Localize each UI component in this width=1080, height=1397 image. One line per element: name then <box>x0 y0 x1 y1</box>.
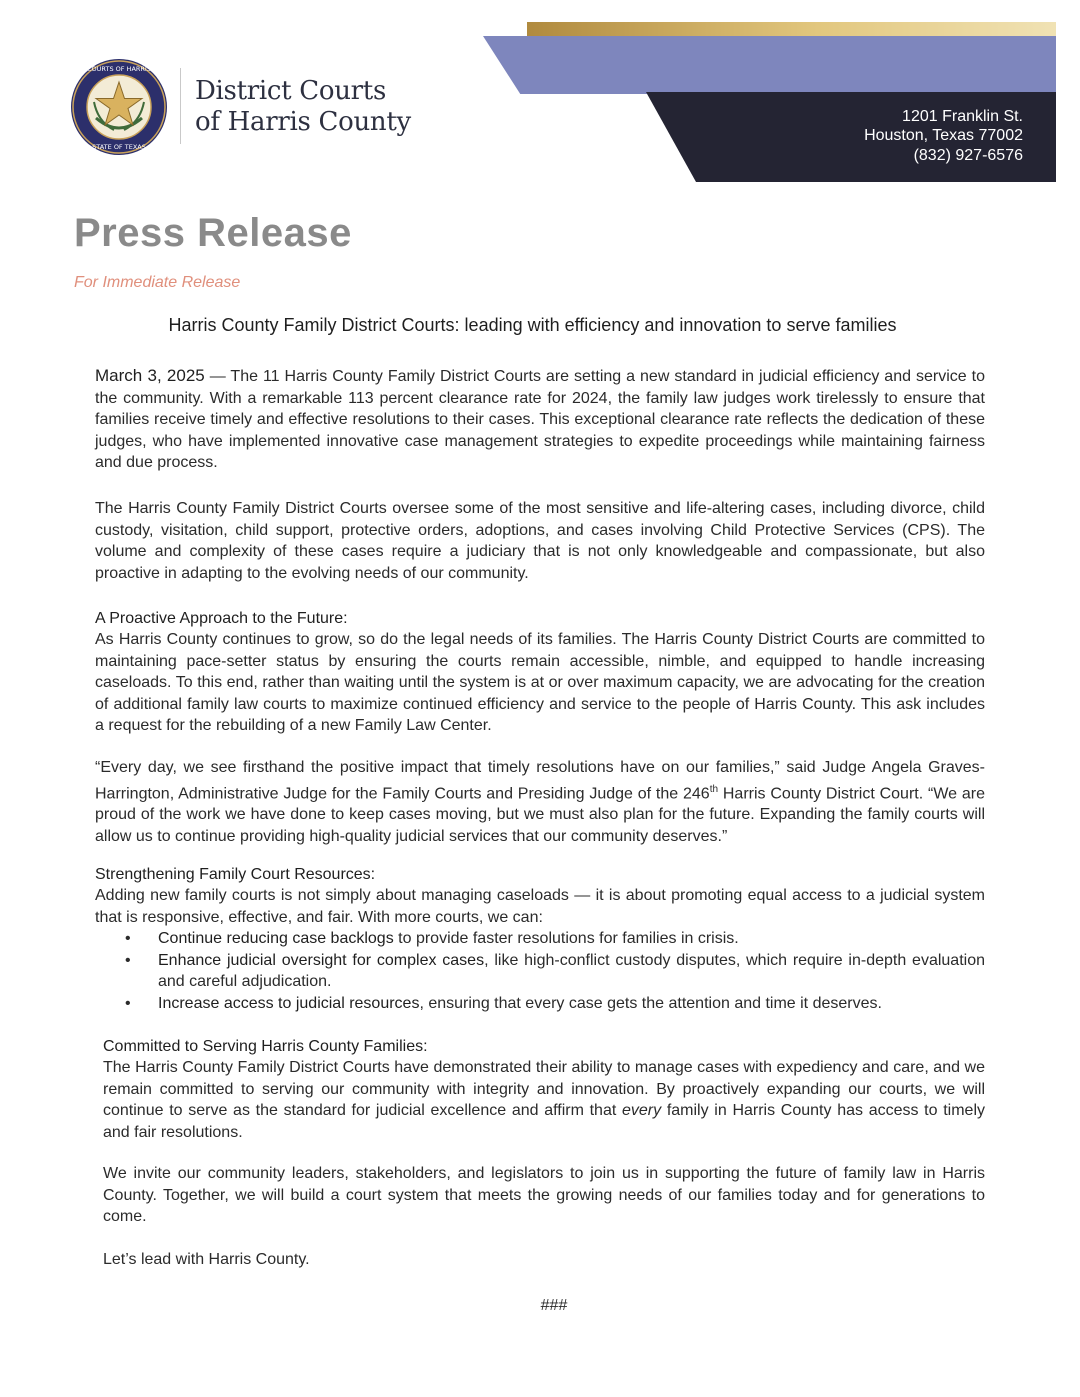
release-tag: For Immediate Release <box>74 274 241 291</box>
closing-line: Let’s lead with Harris County. <box>103 1251 310 1268</box>
list-item: • Continue reducing case backlogs to provide faster resolutions for families in crisis. <box>95 928 985 950</box>
address-city: Houston, Texas 77002 <box>864 127 1023 144</box>
svg-text:COURTS OF HARRIS: COURTS OF HARRIS <box>87 65 151 73</box>
bullet-icon: • <box>125 951 131 969</box>
paragraph-intro <box>95 365 985 474</box>
gold-accent-band <box>527 22 1056 36</box>
address-street: 1201 Franklin St. <box>902 108 1023 125</box>
paragraph-committed: The Harris County Family District Courts have demonstrated their ability to manage cases with expediency and care, and we remain committed to serving our community with integrity and innovation. By proactively expanding our courts, we will continue to serve as the standard for judicial excellence and affirm that every family in Harris County has access to timely and fair resolutions. <box>103 1059 985 1141</box>
brand-divider <box>180 68 181 144</box>
dateline: March 3, 2025 <box>95 366 205 385</box>
paragraph-scope: The Harris County Family District Courts oversee some of the most sensitive and life-altering cases, including divorce, child custody, visitation, child support, protective orders, adoptions, and cases involving Child Protective Services (CPS). The volume and complexity of these cases require a judiciary that is not only knowledgeable and compassionate, but also proactive in adapting to the evolving needs of our community. <box>95 500 985 582</box>
end-mark: ### <box>540 1297 568 1314</box>
lavender-banner <box>483 36 1056 94</box>
emphasis-every: every <box>622 1102 662 1119</box>
section-heading-committed: Committed to Serving Harris County Families: <box>103 1038 428 1055</box>
paragraph-proactive: As Harris County continues to grow, so do the legal needs of its families. The Harris County District Courts are committed to maintaining pace-setter status by ensuring the courts remain accessible, nimble, and equipped to handle increasing caseloads. To this end, rather than waiting until the system is at or over maximum capacity, we are advocating for the creation of additional family law courts to maximize continued efficiency and service to the people of Harris County. This ask includes a request for the rebuilding of a new Family Law Center. <box>95 631 985 734</box>
list-item: • Increase access to judicial resources, ensuring that every case gets the attention and time it deserves. <box>95 993 985 1015</box>
headline: Harris County Family District Courts: leading with efficiency and innovation to serve families <box>168 315 897 335</box>
svg-text:STATE OF TEXAS: STATE OF TEXAS <box>92 143 146 151</box>
address-phone: (832) 927-6576 <box>913 147 1023 164</box>
paragraph-quote: “Every day, we see firsthand the positive impact that timely resolutions have on our families,” said Judge Angela Graves-Harrington, Administrative Judge for the Family Courts and Presiding Judge of the 246th Harris County District Court. “We are proud of the work we have done to keep cases moving, but we must also plan for the future. Expanding the family courts will allow us to continue providing high-quality judicial services that our community deserves.” <box>95 759 985 845</box>
paragraph-resources: Adding new family courts is not simply about managing caseloads — it is about promoting equal access to a judicial system that is responsive, effective, and fair. With more courts, we can: <box>95 887 985 926</box>
bullet-list <box>95 928 985 1014</box>
org-name-line1: District Courts <box>195 76 386 106</box>
press-release-title: Press Release <box>74 211 352 255</box>
section-heading-resources: Strengthening Family Court Resources: <box>95 866 376 883</box>
section-heading-proactive: A Proactive Approach to the Future: <box>95 610 348 627</box>
list-item: • Enhance judicial oversight for complex cases, like high-conflict custody disputes, which require in-depth evaluation and careful adjudication. <box>125 951 985 990</box>
bullet-icon: • <box>125 994 131 1012</box>
ordinal-suffix: th <box>709 783 719 795</box>
org-name-line2: of Harris County <box>195 107 411 137</box>
paragraph-invite: We invite our community leaders, stakeholders, and legislators to join us in supporting the future of family law in Harris County. Together, we will build a court system that meets the growing needs of our families today and for generations to come. <box>103 1165 985 1225</box>
court-seal-icon <box>70 58 168 156</box>
intro-text: — The 11 Harris County Family District Courts are setting a new standard in judicial efficiency and service to the community. With a remarkable 113 percent clearance rate for 2024, the family law judges work tirelessly to ensure that families receive timely and effective resolutions to their cases. This exceptional clearance rate reflects the dedication of these judges, who have implemented innovative case management strategies to expedite proceedings while maintaining fairness and due process. <box>95 368 985 471</box>
bullet-icon: • <box>125 930 131 947</box>
